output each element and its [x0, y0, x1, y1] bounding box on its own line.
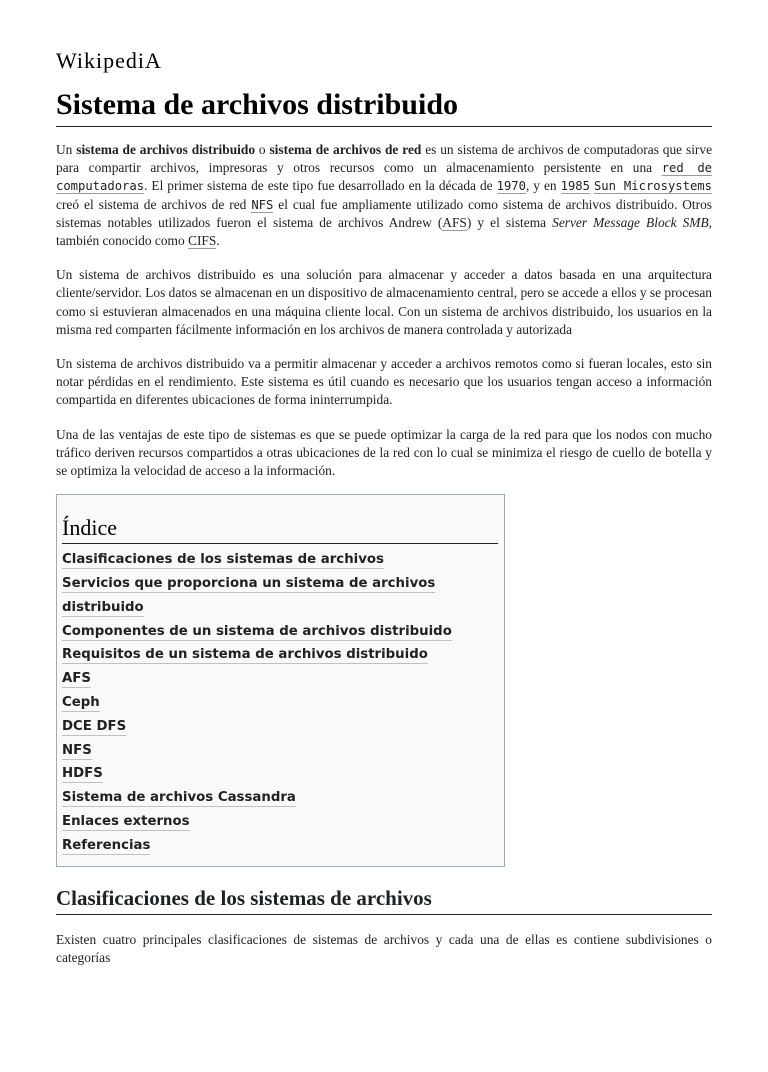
- toc-item[interactable]: Clasificaciones de los sistemas de archivos: [62, 552, 384, 568]
- intro-paragraph-4: Una de las ventajas de este tipo de sistemas es que se puede optimizar la carga de la red para que los nodos con mucho tráfico deriven recursos compartidos a otras ubicaciones de la red con lo cual se minimiza el riesgo de cuello de botella y se optimiza la velocidad de acceso a la información.: [56, 426, 712, 479]
- toc-item[interactable]: DCE DFS: [62, 718, 127, 734]
- page: [0, 48, 768, 967]
- link-red-de-computadoras[interactable]: red de computadoras: [56, 161, 712, 194]
- intro-paragraph-2: Un sistema de archivos distribuido es una solución para almacenar y acceder a datos basada en una arquitectura cliente/servidor. Los datos se almacenan en un dispositivo de almacenamiento central, pero se accede a ellos y se procesan como si estuvieran almacenados en una máquina cliente local. Con un sistema de archivos distribuido, los usuarios en la misma red comparten fácilmente información en los archivos de manera controlada y autorizada: [56, 267, 712, 337]
- wikipedia-logo[interactable]: WikipediA: [56, 48, 162, 73]
- link-nfs[interactable]: NFS: [251, 197, 274, 212]
- link-cifs[interactable]: CIFS: [188, 233, 217, 249]
- intro-paragraph-3: Un sistema de archivos distribuido va a permitir almacenar y acceder a archivos remotos como si fueran locales, esto sin notar pérdidas en el rendimiento. Este sistema es útil cuando es necesario que los usuarios tengan acceso a información compartida en diferentes ubicaciones de forma ininterrumpida.: [56, 356, 712, 408]
- table-of-contents: [56, 494, 505, 866]
- intro-paragraph-1: Un sistema de archivos distribuido o sistema de archivos de red es un sistema de archivos de computadoras que sirve para compartir archivos, impresoras y otros recursos como un almacenamiento persistente en una red de computadoras. El primer sistema de este tipo fue desarrollado en la década de 1970, y en 1985 Sun Microsystems creó el sistema de archivos de red NFS el cual fue ampliamente utilizado como sistema de archivos distribuido. Otros sistemas notables utilizados fueron el sistema de archivos Andrew (AFS) y el sistema Server Message Block SMB, también conocido como CIFS.: [56, 142, 713, 249]
- toc-item[interactable]: HDFS: [62, 766, 103, 782]
- toc-title: Índice: [62, 515, 498, 544]
- link-afs[interactable]: AFS: [442, 214, 467, 230]
- section-heading: Clasificaciones de los sistemas de archivos: [56, 885, 712, 915]
- link-1970[interactable]: 1970: [496, 179, 526, 194]
- toc-item[interactable]: Requisitos de un sistema de archivos distribuido: [62, 647, 428, 663]
- section-paragraph: Existen cuatro principales clasificaciones de sistemas de archivos y cada una de ellas es contiene subdivisiones o categorías: [56, 931, 712, 965]
- toc-item[interactable]: NFS: [62, 742, 92, 758]
- toc-item[interactable]: Enlaces externos: [62, 814, 190, 830]
- link-1985[interactable]: 1985: [560, 179, 590, 194]
- toc-item[interactable]: AFS: [62, 671, 91, 687]
- page-title: Sistema de archivos distribuido: [56, 88, 712, 127]
- toc-item[interactable]: Sistema de archivos Cassandra: [62, 790, 296, 806]
- toc-item[interactable]: Referencias: [62, 837, 151, 853]
- toc-item[interactable]: Servicios que proporciona un sistema de archivos distribuido: [62, 576, 436, 615]
- toc-item[interactable]: Componentes de un sistema de archivos distribuido: [62, 623, 452, 639]
- toc-item[interactable]: Ceph: [62, 695, 100, 711]
- link-sun-microsystems[interactable]: Sun Microsystems: [593, 179, 712, 194]
